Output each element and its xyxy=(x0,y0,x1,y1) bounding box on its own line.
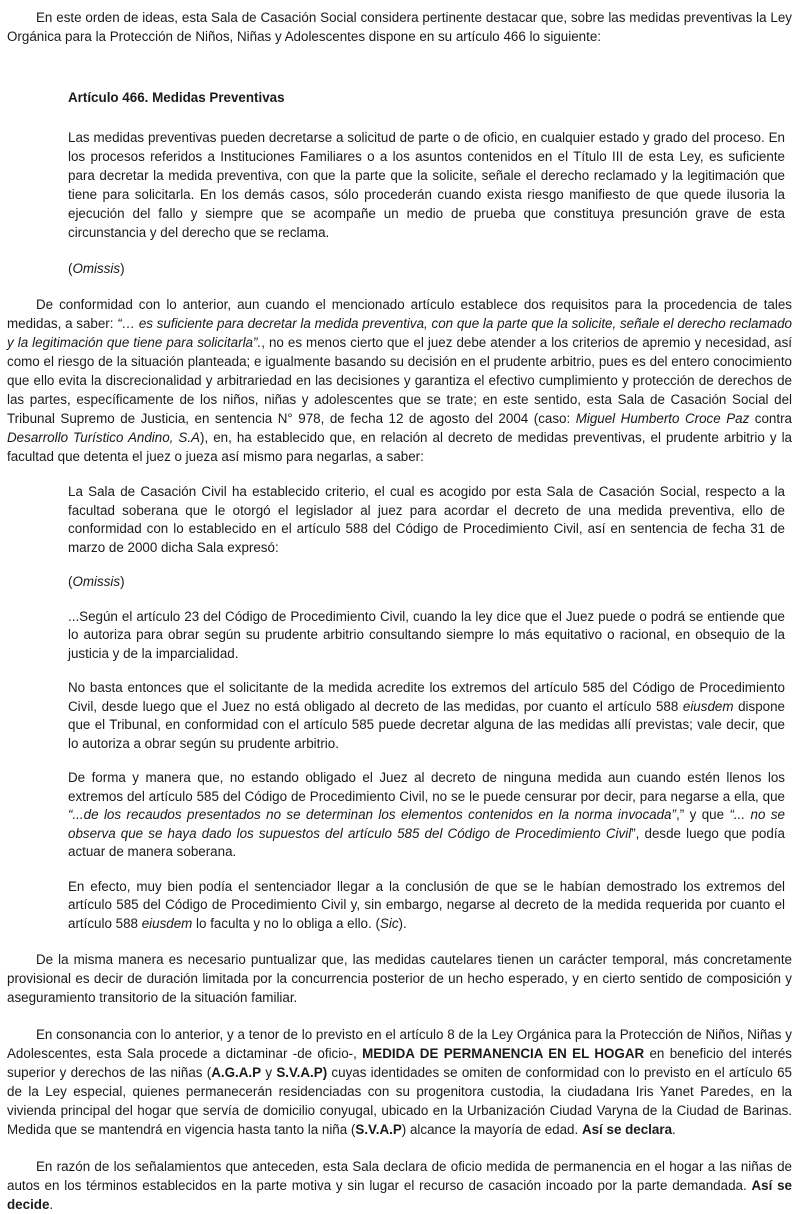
spacer xyxy=(7,557,792,573)
spacer xyxy=(7,242,792,259)
spacer xyxy=(7,592,792,608)
paragraph-decision: En razón de los señalamientos que anteceden, esta Sala declara de oficio medida de permanencia en el hogar a las niñas de autos en los términos establecidos en la parte motiva y sin lugar el recurso de casación incoado por la parte demandada. Así se decide. xyxy=(7,1159,792,1212)
spacer xyxy=(7,46,792,88)
spacer xyxy=(7,663,792,679)
paragraph-measure: En consonancia con lo anterior, y a tenor de lo previsto en el artículo 8 de la Ley Orgánica para la Protección de Niños, Niñas y Adolescentes, esta Sala procede a dictaminar -de oficio-, MEDIDA DE PERMANENCIA EN EL HOGAR en beneficio del interés superior y derechos de las niñas (A.G.A.P y S.V.A.P) cuyas identidades se omiten de conformidad con lo previsto en el artículo 65 de la Ley especial, quienes permanecerán residenciadas con su progenitora custodia, la ciudadana Iris Yanet Paredes, en la vivienda principal del hogar que servía de domicilio conyugal, ubicado en la Urbanización Ciudad Varyna de la Ciudad de Barinas. Medida que se mantendrá en vigencia hasta tanto la niña (S.V.A.P) alcance la mayoría de edad. Así se declara. xyxy=(7,1027,793,1137)
spacer xyxy=(7,1139,792,1157)
spacer xyxy=(7,107,792,128)
quote-judge-sovereign: De forma y manera que, no estando obligado el Juez al decreto de ninguna medida aun cuando estén llenos los extremos del artículo 585 del Código de Procedimiento Civil, no se le puede censurar por decir, para negarse a ella, que “...de los recaudos presentados no se determinan los elementos contenidos en la norma invocada”,” y que “... no se observa que se haya dado los supuestos del artículo 585 del Código de Procedimiento Civil”, desde luego que podía actuar de manera soberana. xyxy=(68,770,785,859)
spacer xyxy=(7,753,792,769)
quote-article-23: ...Según el artículo 23 del Código de Procedimiento Civil, cuando la ley dice que el Juez puede o podrá se entiende que lo autoriza para obrar según su prudente arbitrio consultando siempre lo más equitativo o racional, en obsequio de la justicia y de la imparcialidad. xyxy=(68,608,785,661)
omissis-note-2: (Omissis) xyxy=(68,574,125,589)
intro-paragraph: En este orden de ideas, esta Sala de Casación Social considera pertinente destacar que, sobre las medidas preventivas la Ley Orgánica para la Protección de Niños, Niñas y Adolescentes dispone en su artículo 466 lo siguiente: xyxy=(7,10,792,44)
quote-in-effect: En efecto, muy bien podía el sentenciador llegar a la conclusión de que se le habían demostrado los extremos del artículo 585 del Código de Procedimiento Civil y, sin embargo, negarse al decreto de la medida requerida por cuanto el artículo 588 eiusdem lo faculta y no lo obliga a ello. (Sic). xyxy=(68,878,785,931)
spacer xyxy=(7,278,792,295)
spacer xyxy=(7,862,792,878)
omissis-note: (Omissis) xyxy=(68,261,125,276)
paragraph-requirements: De conformidad con lo anterior, aun cuando el mencionado artículo establece dos requisitos para la procedencia de tales medidas, a saber: “… es suficiente para decretar la medida preventiva, con que la parte que la solicite, señale el derecho reclamado y la legitimación que tiene para solicitarla”., no es menos cierto que el juez debe atender a los criterios de apremio y necesidad, así como el riesgo de la situación planteada; e igualmente basando su decisión en el prudente arbitrio, pues es del entero conocimiento que ello evita la discrecionalidad y arbitrariedad en las decisiones y garantiza el efectivo cumplimiento y protección de derechos de las partes, específicamente de los niños, niñas y adolescentes que se trate; en este sentido, esta Sala de Casación Social del Tribunal Supremo de Justicia, en sentencia N° 978, de fecha 12 de agosto del 2004 (caso: Miguel Humberto Croce Paz contra Desarrollo Turístico Andino, S.A), en, ha establecido que, en relación al decreto de medidas preventivas, el prudente arbitrio y la facultad que detenta el juez o jueza así mismo para negarlas, a saber: xyxy=(7,297,792,464)
spacer xyxy=(7,466,792,483)
article-body: Las medidas preventivas pueden decretarse a solicitud de parte o de oficio, en cualquier estado y grado del proceso. En los procesos referidos a Instituciones Familiares o a los asuntos contenidos en el Título III de esta Ley, es suficiente para decretar la medida preventiva, con que la parte que la solicite, señale el derecho reclamado y la legitimación que tiene para solicitarla. En los demás casos, sólo procederán cuando exista riesgo manifiesto de que quede ilusoria la ejecución del fallo y siempre que se acompañe un medio de prueba que constituya presunción grave de esta circunstancia y del derecho que se reclama. xyxy=(68,130,785,240)
spacer xyxy=(7,933,792,950)
paragraph-provisional: De la misma manera es necesario puntualizar que, las medidas cautelares tienen un carácter temporal, más concretamente provisional es decir de duración limitada por la concurrencia posterior de un hecho esperado, y en cierto sentido de composición y aseguramiento transitorio de la situación familiar. xyxy=(7,952,792,1005)
quote-civil-chamber: La Sala de Casación Civil ha establecido criterio, el cual es acogido por esta Sala de Casación Social, respecto a la facultad soberana que le otorgó el legislador al juez para acordar el decreto de una medida preventiva, ello de conformidad con lo establecido en el artículo 588 del Código de Procedimiento Civil, así en sentencia de fecha 31 de marzo de 2000 dicha Sala expresó: xyxy=(68,484,785,555)
spacer xyxy=(7,1007,792,1025)
quote-article-585: No basta entonces que el solicitante de la medida acredite los extremos del artículo 585 del Código de Procedimiento Civil, desde luego que el Juez no está obligado al decreto de las medidas, por cuanto el artículo 588 eiusdem dispone que el Tribunal, en conformidad con el artículo 585 puede decretar alguna de las medidas allí previstas; vale decir, que lo autoriza a obrar según su prudente arbitrio. xyxy=(68,680,785,751)
article-title: Artículo 466. Medidas Preventivas xyxy=(68,90,285,105)
